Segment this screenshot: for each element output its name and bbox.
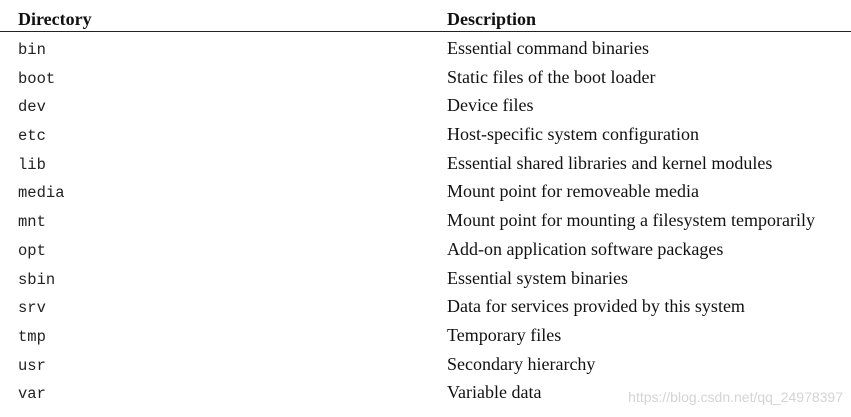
table-row — [0, 350, 851, 379]
table-row — [0, 91, 851, 120]
directory-cell: lib — [18, 155, 46, 174]
directory-cell: opt — [18, 241, 46, 260]
directory-cell: sbin — [18, 270, 56, 289]
directory-cell: boot — [18, 69, 56, 88]
description-cell: Secondary hierarchy — [447, 353, 596, 374]
table-row — [0, 34, 851, 63]
table-row — [0, 292, 851, 321]
description-cell: Variable data — [447, 382, 542, 403]
directory-cell: usr — [18, 356, 46, 375]
description-cell: Mount point for mounting a filesystem temporarily — [447, 210, 815, 231]
header-description: Description — [447, 9, 536, 29]
description-cell: Data for services provided by this system — [447, 296, 745, 317]
table-body — [0, 34, 851, 407]
directory-cell: etc — [18, 127, 46, 146]
table-header — [0, 0, 851, 32]
description-cell: Mount point for removeable media — [447, 181, 699, 202]
directory-cell: bin — [18, 41, 46, 59]
table-row — [0, 177, 851, 206]
description-cell: Static files of the boot loader — [447, 66, 656, 87]
table-row — [0, 321, 851, 350]
table-row — [0, 63, 851, 92]
directory-cell: mnt — [18, 213, 46, 232]
table-row — [0, 206, 851, 235]
watermark-text: https://blog.csdn.net/qq_24978397 — [628, 389, 843, 405]
directory-cell: dev — [18, 98, 46, 117]
table-row — [0, 120, 851, 149]
directory-cell: var — [18, 385, 46, 404]
description-cell: Device files — [447, 95, 534, 116]
description-cell: Add-on application software packages — [447, 238, 724, 259]
description-cell: Essential shared libraries and kernel modules — [447, 152, 773, 173]
description-cell: Temporary files — [447, 324, 562, 345]
description-cell: Essential command binaries — [447, 38, 649, 58]
table-row — [0, 149, 851, 178]
directory-cell: tmp — [18, 327, 46, 346]
description-cell: Essential system binaries — [447, 267, 628, 288]
header-directory: Directory — [18, 9, 92, 29]
header-rule — [0, 31, 851, 32]
table-row — [0, 235, 851, 264]
directory-cell: media — [18, 184, 65, 203]
directory-cell: srv — [18, 299, 46, 318]
description-cell: Host-specific system configuration — [447, 124, 699, 145]
table-row — [0, 264, 851, 293]
